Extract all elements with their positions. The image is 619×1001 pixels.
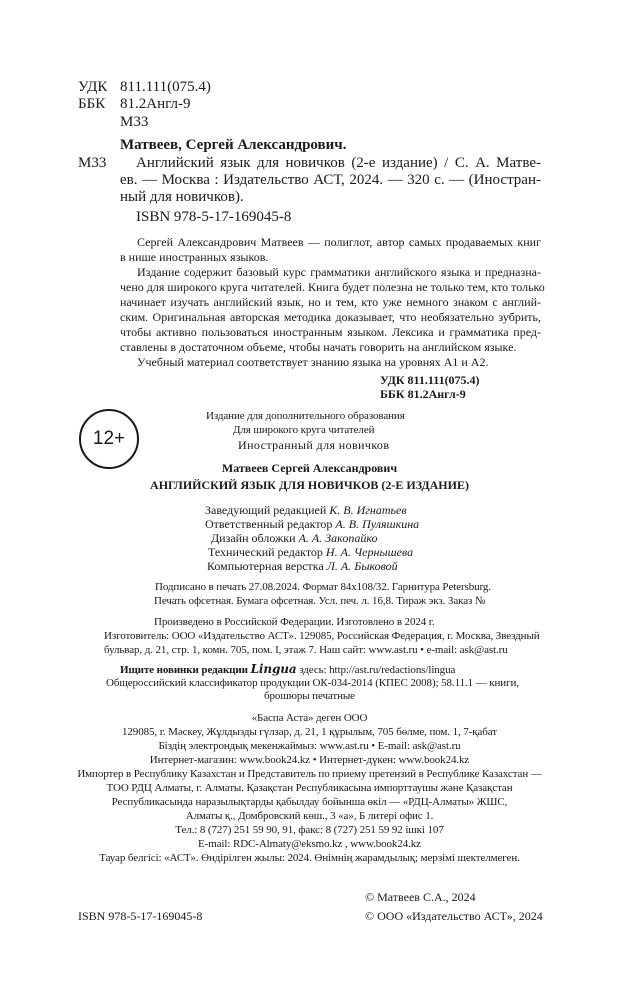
kz-line-5: Импортер в Республику Казахстан и Представитель по приему претензий в Республике Казахстан — bbox=[77, 768, 542, 780]
annotation-line-2: в нише иностранных языков. bbox=[120, 250, 269, 264]
credit-layout: Компьютерная верстка Л. А. Быковой bbox=[207, 559, 398, 573]
annotation-line-6: ским. Оригинальная авторская методика доказывает, что необязательно зубрить, bbox=[120, 310, 541, 324]
annotation-line-5: начинает изучать английский язык, но и тем, кто уже немного знаком с англий- bbox=[120, 295, 541, 309]
kz-line-3: Біздің электрондық мекенжаймыз: www.ast.ru • E-mail: ask@ast.ru bbox=[158, 740, 461, 752]
lingua-logo: Lingua bbox=[250, 662, 297, 676]
edition-audience: Для широкого круга читателей bbox=[233, 424, 375, 436]
record-title-line-1: Английский язык для новичков (2-е издание) / С. А. Матве- bbox=[136, 155, 541, 171]
bbk-value: 81.2Англ-9 bbox=[120, 96, 191, 112]
credit-responsible-editor: Ответственный редактор А. В. Пуляшкина bbox=[205, 517, 420, 531]
book-author: Матвеев Сергей Александрович bbox=[221, 461, 398, 475]
annotation-line-8: ставлены в достаточном объеме, чтобы начать говорить на английском языке. bbox=[120, 340, 517, 354]
edition-purpose: Издание для дополнительного образования bbox=[206, 410, 405, 422]
record-title-line-2: ев. — Москва : Издательство АСТ, 2024. — 320 с. — (Иностран- bbox=[120, 172, 541, 188]
annotation-line-7: чтобы активно пользоваться иностранным языком. Лексика и грамматика пред- bbox=[120, 325, 541, 339]
age-rating-badge: 12+ bbox=[79, 409, 139, 469]
classifier-line-2: брошюры печатные bbox=[264, 690, 355, 702]
annotation-line-9: Учебный материал соответствует знанию языка на уровнях A1 и A2. bbox=[137, 355, 489, 369]
annotation-line-1: Сергей Александрович Матвеев — полиглот, автор самых продаваемых книг bbox=[137, 235, 541, 249]
footer-copyright-publisher: © ООО «Издательство АСТ», 2024 bbox=[365, 909, 543, 923]
print-info-line-1: Подписано в печать 27.08.2024. Формат 84x108/32. Гарнитура Petersburg. bbox=[155, 581, 491, 593]
kz-line-8: Алматы қ., Домбровский көш., 3 «а», Б литері офис 1. bbox=[185, 810, 434, 822]
footer-isbn: ISBN 978-5-17-169045-8 bbox=[78, 909, 203, 923]
classifier-line-1: Общероссийский классификатор продукции ОК-034-2014 (КПЕС 2008); 58.11.1 — книги, bbox=[106, 677, 519, 689]
annotation-line-4: чено для широкого круга читателей. Книга будет полезна не только тем, кто только bbox=[120, 280, 545, 294]
series-name: Иностранный для новичков bbox=[238, 438, 390, 452]
production-line-3: бульвар, д. 21, стр. 1, комн. 705, пом. I, этаж 7. Наш сайт: www.ast.ru • e-mail: ask@ast.ru bbox=[104, 644, 508, 656]
kz-line-4: Интернет-магазин: www.book24.kz • Интернет-дүкен: www.book24.kz bbox=[149, 754, 470, 766]
kz-line-7: Республикасында наразылықтарды қабылдау бойынша өкіл — «РДЦ-Алматы» ЖШС, bbox=[111, 796, 508, 808]
bbk-label: ББК bbox=[78, 96, 106, 112]
udk-value: 811.111(075.4) bbox=[120, 79, 211, 95]
codes-udk: УДК 811.111(075.4) bbox=[380, 373, 480, 387]
production-line-1: Произведено в Российской Федерации. Изготовлено в 2024 г. bbox=[154, 616, 435, 628]
production-line-2: Изготовитель: ООО «Издательство АСТ». 129085, Российская Федерация, г. Москва, Звездный bbox=[104, 630, 540, 642]
udk-label: УДК bbox=[78, 79, 108, 95]
codes-bbk: ББК 81.2Англ-9 bbox=[380, 387, 466, 401]
print-info-line-2: Печать офсетная. Бумага офсетная. Усл. печ. л. 16,8. Тираж экз. Заказ № bbox=[154, 595, 486, 607]
footer-copyright-author: © Матвеев С.А., 2024 bbox=[365, 890, 476, 904]
kz-line-9: Тел.: 8 (727) 251 59 90, 91, факс: 8 (727) 251 59 92 ішкі 107 bbox=[175, 824, 444, 836]
record-isbn: ISBN 978-5-17-169045-8 bbox=[136, 209, 292, 225]
lingua-line: Ищите новинки редакции Lingua здесь: http://ast.ru/redactions/lingua bbox=[120, 662, 456, 676]
kz-line-11: Тауар белгісі: «АСТ». Өндірілген жылы: 2024. Өнімнің жарамдылық; мерзімі шектелмеген. bbox=[99, 852, 520, 864]
annotation-line-3: Издание содержит базовый курс грамматики английского языка и предназна- bbox=[137, 265, 541, 279]
record-author-mark: М33 bbox=[78, 155, 107, 171]
author-mark: М33 bbox=[120, 114, 149, 130]
kz-line-2: 129085, г. Мәскеу, Жұлдызды гүлзар, д. 21, 1 құрылым, 705 бөлме, пом. 1, 7-қабат bbox=[122, 726, 497, 738]
credit-cover-design: Дизайн обложки А. А. Закопайко bbox=[211, 531, 378, 545]
author-heading: Матвеев, Сергей Александрович. bbox=[120, 137, 347, 153]
book-title: АНГЛИЙСКИЙ ЯЗЫК ДЛЯ НОВИЧКОВ (2-Е ИЗДАНИЕ) bbox=[150, 478, 469, 492]
kz-line-6: ТОО РДЦ Алматы, г. Алматы. Қазақстан Республикасына импорттаушы және Қазақстан bbox=[106, 782, 513, 794]
kz-line-1: «Баспа Аста» деген ООО bbox=[251, 712, 368, 724]
credit-head-editor: Заведующий редакцией К. В. Игнатьев bbox=[205, 503, 407, 517]
credit-technical-editor: Технический редактор Н. А. Чернышева bbox=[208, 545, 414, 559]
record-title-line-3: ный для новичков). bbox=[120, 189, 244, 205]
kz-line-10: E-mail: RDC-Almaty@eksmo.kz , www.book24.kz bbox=[198, 838, 421, 850]
